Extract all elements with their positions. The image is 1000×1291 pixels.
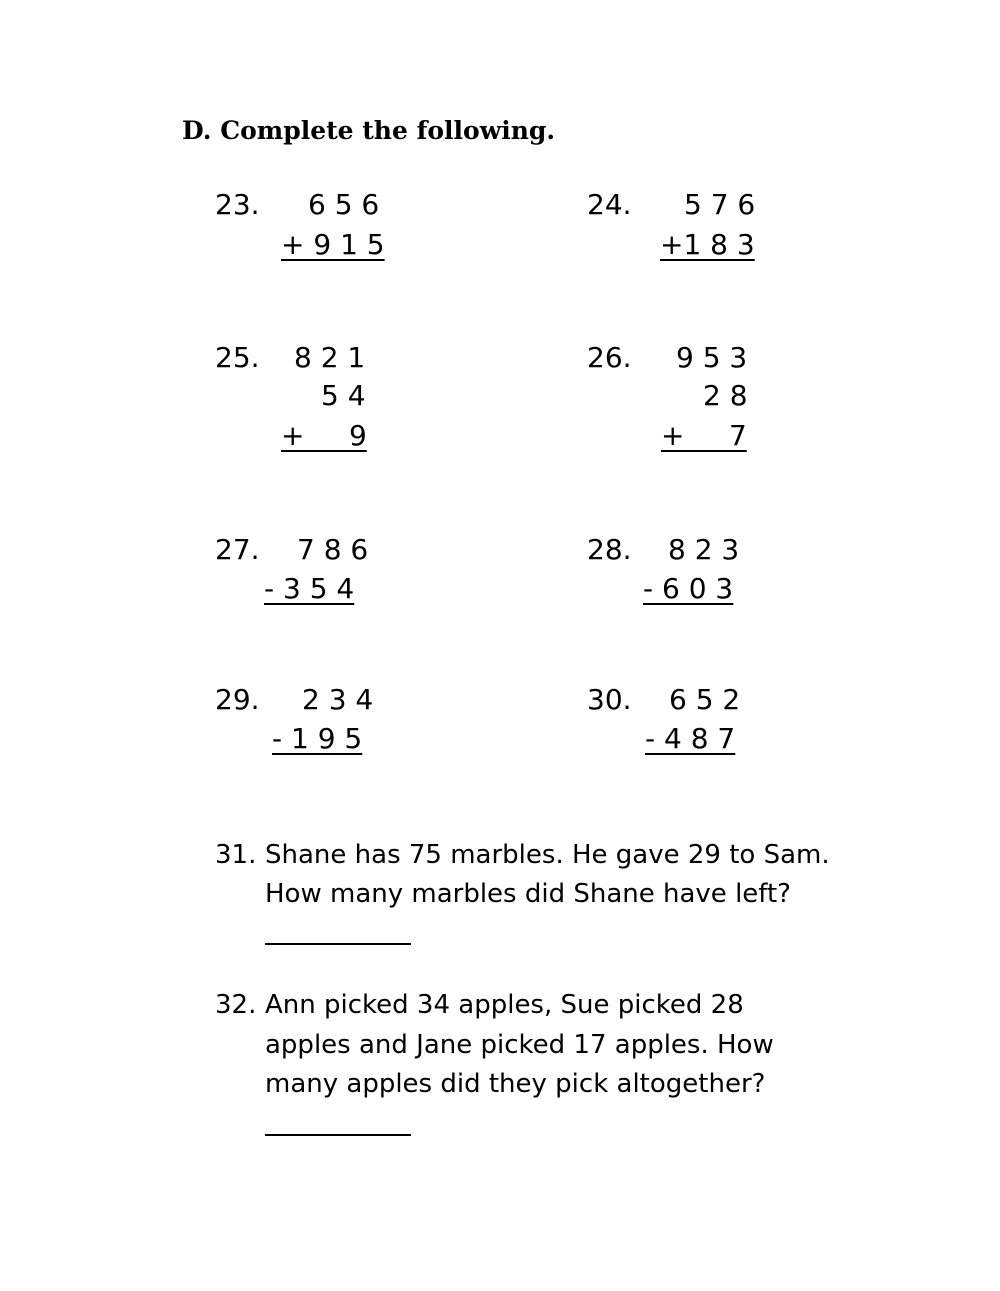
- addend: 5 7 6: [684, 188, 756, 221]
- minuend: 7 8 6: [297, 533, 369, 566]
- addend: 2 8: [703, 379, 748, 412]
- problem-text-line: apples and Jane picked 17 apples. How: [265, 1030, 774, 1060]
- problem-text-line: Ann picked 34 apples, Sue picked 28: [265, 990, 744, 1020]
- problem-26: [587, 338, 748, 538]
- problem-27: [215, 530, 369, 690]
- subtrahend-underlined: - 3 5 4: [264, 572, 355, 605]
- problem-number: 29.: [215, 683, 260, 716]
- subtrahend-underlined: - 6 0 3: [643, 572, 734, 605]
- problem-23: [215, 185, 385, 345]
- problem-25: [215, 338, 367, 538]
- problem-28: [587, 530, 740, 690]
- problem-text-line: How many marbles did Shane have left?: [265, 879, 791, 909]
- problem-number: 31.: [215, 840, 257, 870]
- subtrahend-underlined: - 4 8 7: [645, 722, 736, 755]
- problem-24: [587, 185, 756, 345]
- problem-number: 30.: [587, 683, 632, 716]
- problem-number: 26.: [587, 341, 632, 374]
- addend: 9 5 3: [676, 341, 748, 374]
- addend-underlined: + 7: [661, 419, 747, 452]
- addend: 6 5 6: [308, 188, 380, 221]
- problem-text-line: Shane has 75 marbles. He gave 29 to Sam.: [265, 840, 830, 870]
- addend-underlined: + 9: [281, 419, 367, 452]
- problem-number: 25.: [215, 341, 260, 374]
- problem-number: 24.: [587, 188, 632, 221]
- answer-blank-31[interactable]: [265, 943, 411, 945]
- problem-number: 32.: [215, 990, 257, 1020]
- problem-text-line: many apples did they pick altogether?: [265, 1069, 766, 1099]
- problem-number: 23.: [215, 188, 260, 221]
- minuend: 8 2 3: [668, 533, 740, 566]
- addend: 8 2 1: [294, 341, 366, 374]
- addend-underlined: + 9 1 5: [281, 228, 385, 261]
- addend-underlined: +1 8 3: [660, 228, 755, 261]
- problem-29: [215, 680, 374, 840]
- subtrahend-underlined: - 1 9 5: [272, 722, 363, 755]
- minuend: 6 5 2: [669, 683, 741, 716]
- problem-number: 27.: [215, 533, 260, 566]
- answer-blank-32[interactable]: [265, 1134, 411, 1136]
- addend: 5 4: [321, 379, 366, 412]
- minuend: 2 3 4: [302, 683, 374, 716]
- section-heading: D. Complete the following.: [182, 116, 556, 145]
- problem-30: [587, 680, 741, 840]
- problem-number: 28.: [587, 533, 632, 566]
